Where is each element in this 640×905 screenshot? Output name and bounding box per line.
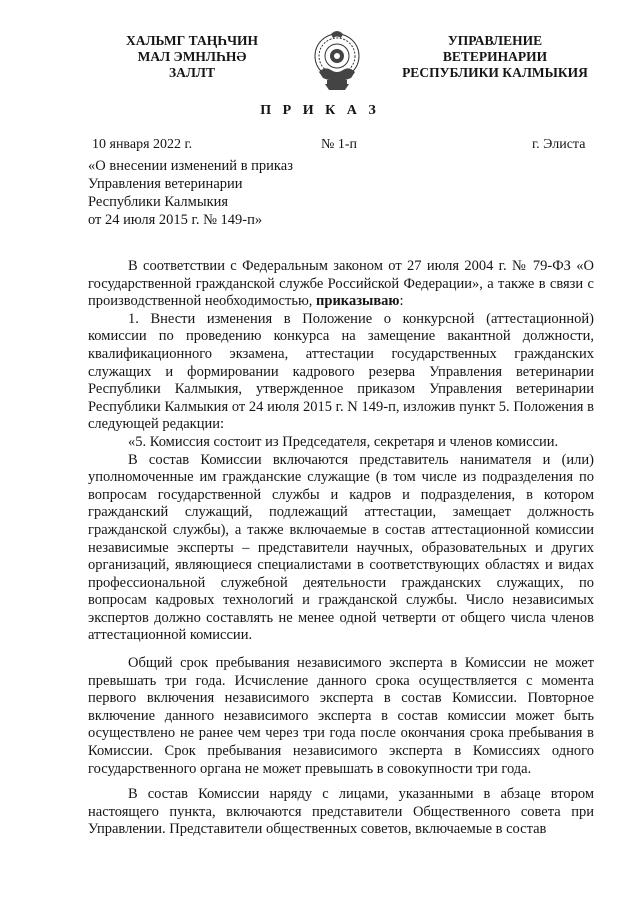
paragraph-composition: В состав Комиссии включаются представитель нанимателя и (или) уполномоченные им гражданские служащие (в том числе из подразделения по вопросам государственной службы и кадров и подразделения, в котором гражданский служащий, подлежащий аттестации, замещает должность гражданской службы), а также включаемые в состав аттестационной комиссии независимые эксперты – представители научных, образовательных и других организаций, являющиеся специалистами в соответствующих областях и видах профессиональной служебной деятельности гражданских служащих, по вопросам кадровых технологий и гражданской службы. Число независимых экспертов должно составлять не менее одной четверти от общего числа членов аттестационной комиссии. bbox=[88, 451, 594, 644]
document-title: П Р И К А З bbox=[260, 103, 380, 118]
subject-line: от 24 июля 2015 г. № 149-п» bbox=[88, 212, 263, 228]
header-right-line: РЕСПУБЛИКИ КАЛМЫКИЯ bbox=[402, 65, 588, 80]
paragraph-public-council: В состав Комиссии наряду с лицами, указанными в абзаце втором настоящего пункта, включаются представители Общественного совета при Управлении. Представители общественных советов, включаемые в состав bbox=[88, 786, 594, 838]
order-number: № 1-п bbox=[321, 137, 358, 152]
header-left-line: ЗАЛЛТ bbox=[169, 65, 215, 80]
order-body bbox=[88, 258, 594, 839]
order-subject bbox=[88, 157, 293, 229]
coat-of-arms-emblem-icon bbox=[311, 26, 363, 92]
paragraph-item-1: 1. Внести изменения в Положение о конкурсной (аттестационной) комиссии по проведению конкурса на замещение вакантной должности, квалификационного экзамена, аттестации государственных гражданских служащих и формировании кадрового резерва Управления ветеринарии Республики Калмыкия, утвержденное приказом Управления ветеринарии Республики Калмыкия от 24 июля 2015 г. N 149-п, изложив пункт 5. Положения в следующей редакции: bbox=[88, 310, 594, 433]
header-right-block bbox=[385, 33, 605, 81]
subject-line: Республики Калмыкия bbox=[88, 194, 229, 210]
paragraph-term: Общий срок пребывания независимого эксперта в Комиссии не может превышать три года. Исчисление данного срока осуществляется с момента первого включения независимого эксперта в состав Комиссии. Повторное включение данного независимого эксперта в состав комиссии может быть осуществлено не ранее чем через три года после окончания срока пребывания в Комиссии. Срок пребывания независимого эксперта в Комиссиях одного государственного органа не может превышать в совокупности три года. bbox=[88, 655, 594, 777]
header-left-line: МАЛ ЭМНЛҺНӘ bbox=[137, 49, 247, 64]
header-right-line: УПРАВЛЕНИЕ bbox=[447, 33, 543, 48]
header-left-block bbox=[92, 33, 292, 81]
paragraph-item-5: «5. Комиссия состоит из Председателя, секретаря и членов комиссии. bbox=[128, 433, 559, 450]
preamble-command: приказываю bbox=[316, 293, 400, 310]
preamble-text: В соответствии с Федеральным законом от 27 июля 2004 г. № 79-ФЗ «О государственной гражданской службе Российской Федерации», а также в связи с производственной необходимостью, bbox=[88, 258, 594, 310]
paragraph-preamble bbox=[88, 258, 594, 311]
header-right-line: ВЕТЕРИНАРИИ bbox=[442, 49, 548, 64]
subject-line: «О внесении изменений в приказ bbox=[88, 158, 293, 174]
subject-line: Управления ветеринарии bbox=[88, 176, 243, 192]
order-date: 10 января 2022 г. bbox=[92, 137, 193, 152]
order-city: г. Элиста bbox=[532, 137, 586, 152]
header-left-line: ХАЛЬМГ ТАҢҺЧИН bbox=[125, 33, 259, 48]
preamble-colon: : bbox=[399, 293, 404, 310]
